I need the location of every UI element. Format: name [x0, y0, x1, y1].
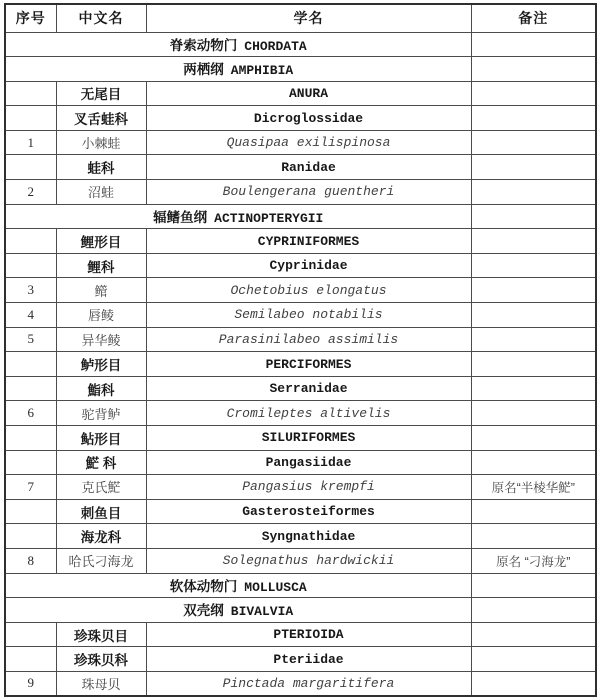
scientific-name-cell: Pangasiidae: [146, 450, 471, 475]
row-number-cell: [5, 352, 56, 377]
species-table: [4, 3, 597, 697]
note-cell: [471, 32, 596, 57]
row-number-cell: 4: [5, 303, 56, 328]
row-number-cell: 3: [5, 278, 56, 303]
scientific-name-cell: Boulengerana guentheri: [146, 180, 471, 205]
note-cell: [471, 229, 596, 254]
row-number-cell: [5, 450, 56, 475]
note-cell: [471, 573, 596, 598]
note-cell: [471, 57, 596, 82]
note-cell: [471, 647, 596, 672]
scientific-name-cell: ANURA: [146, 81, 471, 106]
note-cell: [471, 130, 596, 155]
row-number-cell: [5, 622, 56, 647]
scientific-name-cell: SILURIFORMES: [146, 426, 471, 451]
row-number-cell: [5, 524, 56, 549]
row-number-cell: 2: [5, 180, 56, 205]
group-cell: [5, 573, 471, 598]
group-row-phylum: [5, 573, 596, 598]
note-cell: [471, 450, 596, 475]
species-row: [5, 475, 596, 500]
group-chinese-label: 双壳纲: [183, 603, 224, 619]
scientific-name-cell: PERCIFORMES: [146, 352, 471, 377]
species-row: [5, 180, 596, 205]
group-row-class: [5, 598, 596, 623]
header-note: 备注: [471, 4, 596, 32]
taxon-row-order: [5, 622, 596, 647]
scientific-name-cell: Gasterosteiformes: [146, 499, 471, 524]
chinese-name-cell: 鲇形目: [56, 426, 146, 451]
group-chinese-label: 软体动物门: [169, 578, 238, 594]
chinese-name-cell: 驼背鲈: [56, 401, 146, 426]
species-row: [5, 327, 596, 352]
taxon-row-family: [5, 524, 596, 549]
group-cell: [5, 204, 471, 229]
species-row: [5, 303, 596, 328]
header-chinese-name: 中文名: [56, 4, 146, 32]
note-cell: [471, 204, 596, 229]
note-cell: [471, 180, 596, 205]
scientific-name-cell: Cyprinidae: [146, 253, 471, 278]
chinese-name-cell: 唇鲮: [56, 303, 146, 328]
row-number-cell: [5, 81, 56, 106]
scientific-name-cell: Ochetobius elongatus: [146, 278, 471, 303]
taxon-row-order: [5, 352, 596, 377]
header-row: [5, 4, 596, 32]
note-cell: [471, 426, 596, 451]
row-number-cell: [5, 229, 56, 254]
group-latin-label: CHORDATA: [244, 38, 307, 54]
row-number-cell: 7: [5, 475, 56, 500]
note-cell: [471, 303, 596, 328]
chinese-name-cell: 小棘蛙: [56, 130, 146, 155]
taxon-row-family: [5, 106, 596, 131]
chinese-name-cell: 珠母贝: [56, 671, 146, 696]
chinese-name-cell: 𩷶 科: [56, 450, 146, 475]
row-number-cell: [5, 155, 56, 180]
note-cell: [471, 253, 596, 278]
note-cell: [471, 671, 596, 696]
chinese-name-cell: 异华鲮: [56, 327, 146, 352]
chinese-name-cell: 鲈形目: [56, 352, 146, 377]
scientific-name-cell: Pteriidae: [146, 647, 471, 672]
scientific-name-cell: Syngnathidae: [146, 524, 471, 549]
note-cell: [471, 352, 596, 377]
group-latin-label: MOLLUSCA: [244, 579, 307, 595]
group-latin-label: AMPHIBIA: [230, 63, 294, 79]
note-cell: [471, 327, 596, 352]
group-cell: [5, 598, 471, 623]
scientific-name-cell: Pangasius krempfi: [146, 475, 471, 500]
chinese-name-cell: 鲤科: [56, 253, 146, 278]
row-number-cell: 1: [5, 130, 56, 155]
chinese-name-cell: 珍珠贝科: [56, 647, 146, 672]
taxon-row-family: [5, 155, 596, 180]
chinese-name-cell: 鲤形目: [56, 229, 146, 254]
header-scientific-name: 学名: [146, 4, 471, 32]
group-chinese-label: 两栖纲: [183, 62, 224, 78]
chinese-name-cell: 珍珠贝目: [56, 622, 146, 647]
taxon-row-order: [5, 426, 596, 451]
chinese-name-cell: 克氏𩷶: [56, 475, 146, 500]
group-latin-label: BIVALVIA: [230, 604, 294, 620]
chinese-name-cell: 叉舌蛙科: [56, 106, 146, 131]
note-cell: 原名 “刁海龙”: [471, 548, 596, 573]
chinese-name-cell: 刺鱼目: [56, 499, 146, 524]
species-row: [5, 401, 596, 426]
row-number-cell: 9: [5, 671, 56, 696]
note-cell: [471, 499, 596, 524]
group-cell: [5, 57, 471, 82]
row-number-cell: 8: [5, 548, 56, 573]
scientific-name-cell: Cromileptes altivelis: [146, 401, 471, 426]
group-chinese-label: 脊索动物门: [169, 37, 238, 53]
group-latin-label: ACTINOPTERYGII: [214, 210, 324, 226]
chinese-name-cell: 哈氏刁海龙: [56, 548, 146, 573]
row-number-cell: [5, 647, 56, 672]
group-cell: [5, 32, 471, 57]
header-number: 序号: [5, 4, 56, 32]
taxon-row-family: [5, 253, 596, 278]
row-number-cell: 5: [5, 327, 56, 352]
scientific-name-cell: Pinctada margaritifera: [146, 671, 471, 696]
row-number-cell: 6: [5, 401, 56, 426]
note-cell: [471, 622, 596, 647]
scientific-name-cell: Serranidae: [146, 376, 471, 401]
chinese-name-cell: 无尾目: [56, 81, 146, 106]
taxon-row-order: [5, 81, 596, 106]
scientific-name-cell: Parasinilabeo assimilis: [146, 327, 471, 352]
scientific-name-cell: Solegnathus hardwickii: [146, 548, 471, 573]
chinese-name-cell: 鮨科: [56, 376, 146, 401]
row-number-cell: [5, 106, 56, 131]
chinese-name-cell: 蛙科: [56, 155, 146, 180]
taxon-row-family: [5, 450, 596, 475]
taxon-row-order: [5, 499, 596, 524]
note-cell: [471, 401, 596, 426]
note-cell: [471, 376, 596, 401]
note-cell: [471, 524, 596, 549]
taxon-row-family: [5, 376, 596, 401]
group-chinese-label: 辐鳍鱼纲: [153, 209, 208, 225]
note-cell: [471, 106, 596, 131]
scientific-name-cell: Semilabeo notabilis: [146, 303, 471, 328]
note-cell: [471, 598, 596, 623]
taxon-row-order: [5, 229, 596, 254]
chinese-name-cell: 海龙科: [56, 524, 146, 549]
chinese-name-cell: 沼蛙: [56, 180, 146, 205]
note-cell: [471, 81, 596, 106]
note-cell: 原名“半棱华𩷶”: [471, 475, 596, 500]
group-row-class: [5, 57, 596, 82]
scientific-name-cell: PTERIOIDA: [146, 622, 471, 647]
taxon-row-family: [5, 647, 596, 672]
row-number-cell: [5, 376, 56, 401]
row-number-cell: [5, 253, 56, 278]
species-row: [5, 278, 596, 303]
species-row: [5, 548, 596, 573]
group-row-class: [5, 204, 596, 229]
chinese-name-cell: 鳤: [56, 278, 146, 303]
scientific-name-cell: CYPRINIFORMES: [146, 229, 471, 254]
group-row-phylum: [5, 32, 596, 57]
scientific-name-cell: Quasipaa exilispinosa: [146, 130, 471, 155]
scientific-name-cell: Ranidae: [146, 155, 471, 180]
row-number-cell: [5, 499, 56, 524]
row-number-cell: [5, 426, 56, 451]
note-cell: [471, 278, 596, 303]
species-row: [5, 130, 596, 155]
note-cell: [471, 155, 596, 180]
species-row: [5, 671, 596, 696]
scientific-name-cell: Dicroglossidae: [146, 106, 471, 131]
